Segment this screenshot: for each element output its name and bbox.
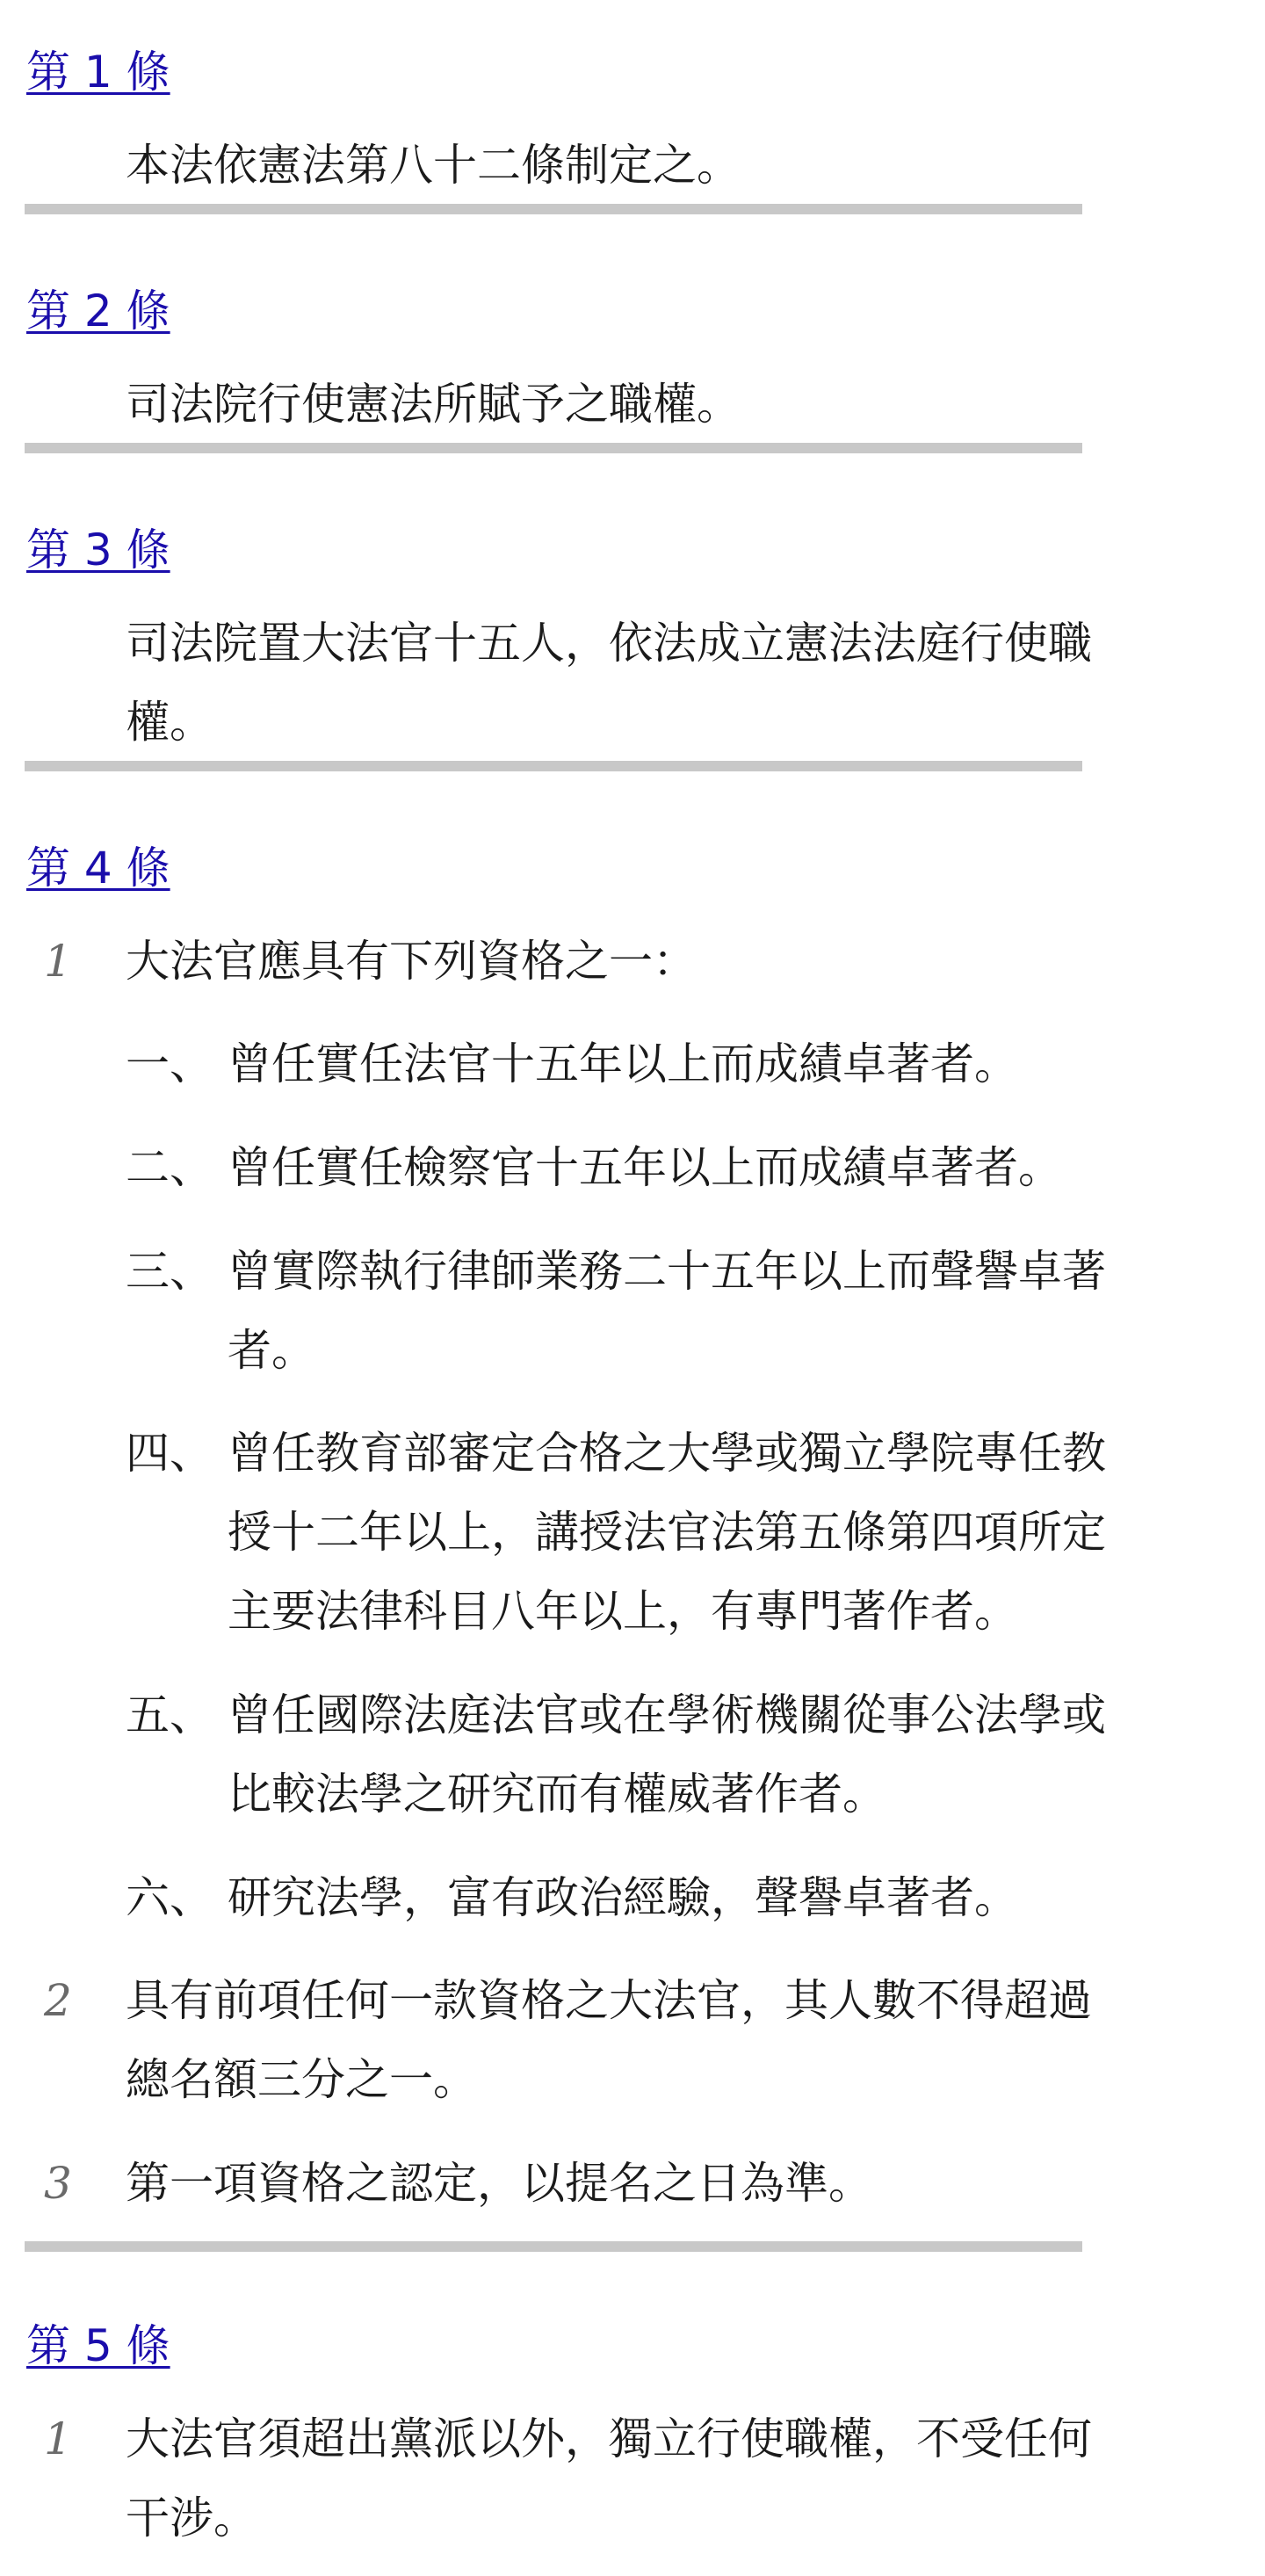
list-item-number: 二、 — [126, 1142, 213, 1193]
paragraph-text: 第一項資格之認定，以提名之日為準。 — [126, 2158, 872, 2209]
list-item — [126, 1414, 1106, 1493]
paragraph-number: 1 — [44, 936, 72, 987]
paragraph-text: 具有前項任何一款資格之大法官，其人數不得超過 — [126, 1975, 1092, 2026]
list-item-text: 曾任國際法庭法官或在學術機關從事公法學或 — [228, 1690, 1106, 1740]
list-item-text: 曾實際執行律師業務二十五年以上而聲譽卓著 — [228, 1246, 1106, 1297]
article-3-text-line-1: 司法院置大法官十五人，依法成立憲法法庭行使職 — [126, 618, 1092, 669]
list-item-number: 五、 — [126, 1690, 213, 1740]
list-item-number: 六、 — [126, 1872, 213, 1923]
list-item — [126, 1858, 1018, 1937]
article-1-link[interactable]: 第 1 條 — [26, 47, 170, 98]
list-item — [126, 1232, 1106, 1311]
list-item — [126, 1675, 1106, 1755]
paragraph-text-continued: 總名額三分之一。 — [126, 2054, 477, 2105]
article-1-text: 本法依憲法第八十二條制定之。 — [126, 140, 741, 191]
article-2-link[interactable]: 第 2 條 — [26, 286, 170, 336]
article-4-link[interactable]: 第 4 條 — [26, 843, 170, 894]
article-3-text-line-2: 權。 — [126, 697, 213, 748]
article-3-link[interactable]: 第 3 條 — [26, 525, 170, 575]
article-divider — [25, 204, 1082, 214]
list-item-text: 研究法學，富有政治經驗，聲譽卓著者。 — [228, 1872, 1018, 1923]
paragraph-number: 3 — [44, 2158, 72, 2209]
article-2-text: 司法院行使憲法所賦予之職權。 — [126, 379, 741, 430]
article-divider — [25, 443, 1082, 453]
list-item-number: 一、 — [126, 1038, 213, 1089]
list-item-text-continued: 者。 — [228, 1325, 315, 1376]
list-item-number: 四、 — [126, 1428, 213, 1479]
list-item — [126, 1024, 1018, 1103]
article-divider — [25, 761, 1082, 771]
list-item-text-continued: 比較法學之研究而有權威著作者。 — [228, 1769, 886, 1820]
article-divider — [25, 2241, 1082, 2252]
paragraph-number: 2 — [44, 1975, 72, 2026]
paragraph-text: 大法官須超出黨派以外，獨立行使職權，不受任何 — [126, 2413, 1092, 2464]
list-item-text: 曾任實任法官十五年以上而成績卓著者。 — [228, 1038, 1018, 1089]
list-item-text: 曾任實任檢察官十五年以上而成績卓著者。 — [228, 1142, 1062, 1193]
list-item-number: 三、 — [126, 1246, 213, 1297]
paragraph-text: 大法官應具有下列資格之一： — [126, 936, 697, 987]
list-item-text: 曾任教育部審定合格之大學或獨立學院專任教 — [228, 1428, 1106, 1479]
list-item-text-continued: 主要法律科目八年以上，有專門著作者。 — [228, 1586, 1018, 1637]
article-5-link[interactable]: 第 5 條 — [26, 2320, 170, 2371]
list-item-text-continued: 授十二年以上，講授法官法第五條第四項所定 — [228, 1507, 1106, 1558]
list-item — [126, 1128, 1062, 1207]
paragraph-text-continued: 干涉。 — [126, 2493, 257, 2543]
paragraph-number: 1 — [44, 2413, 72, 2464]
